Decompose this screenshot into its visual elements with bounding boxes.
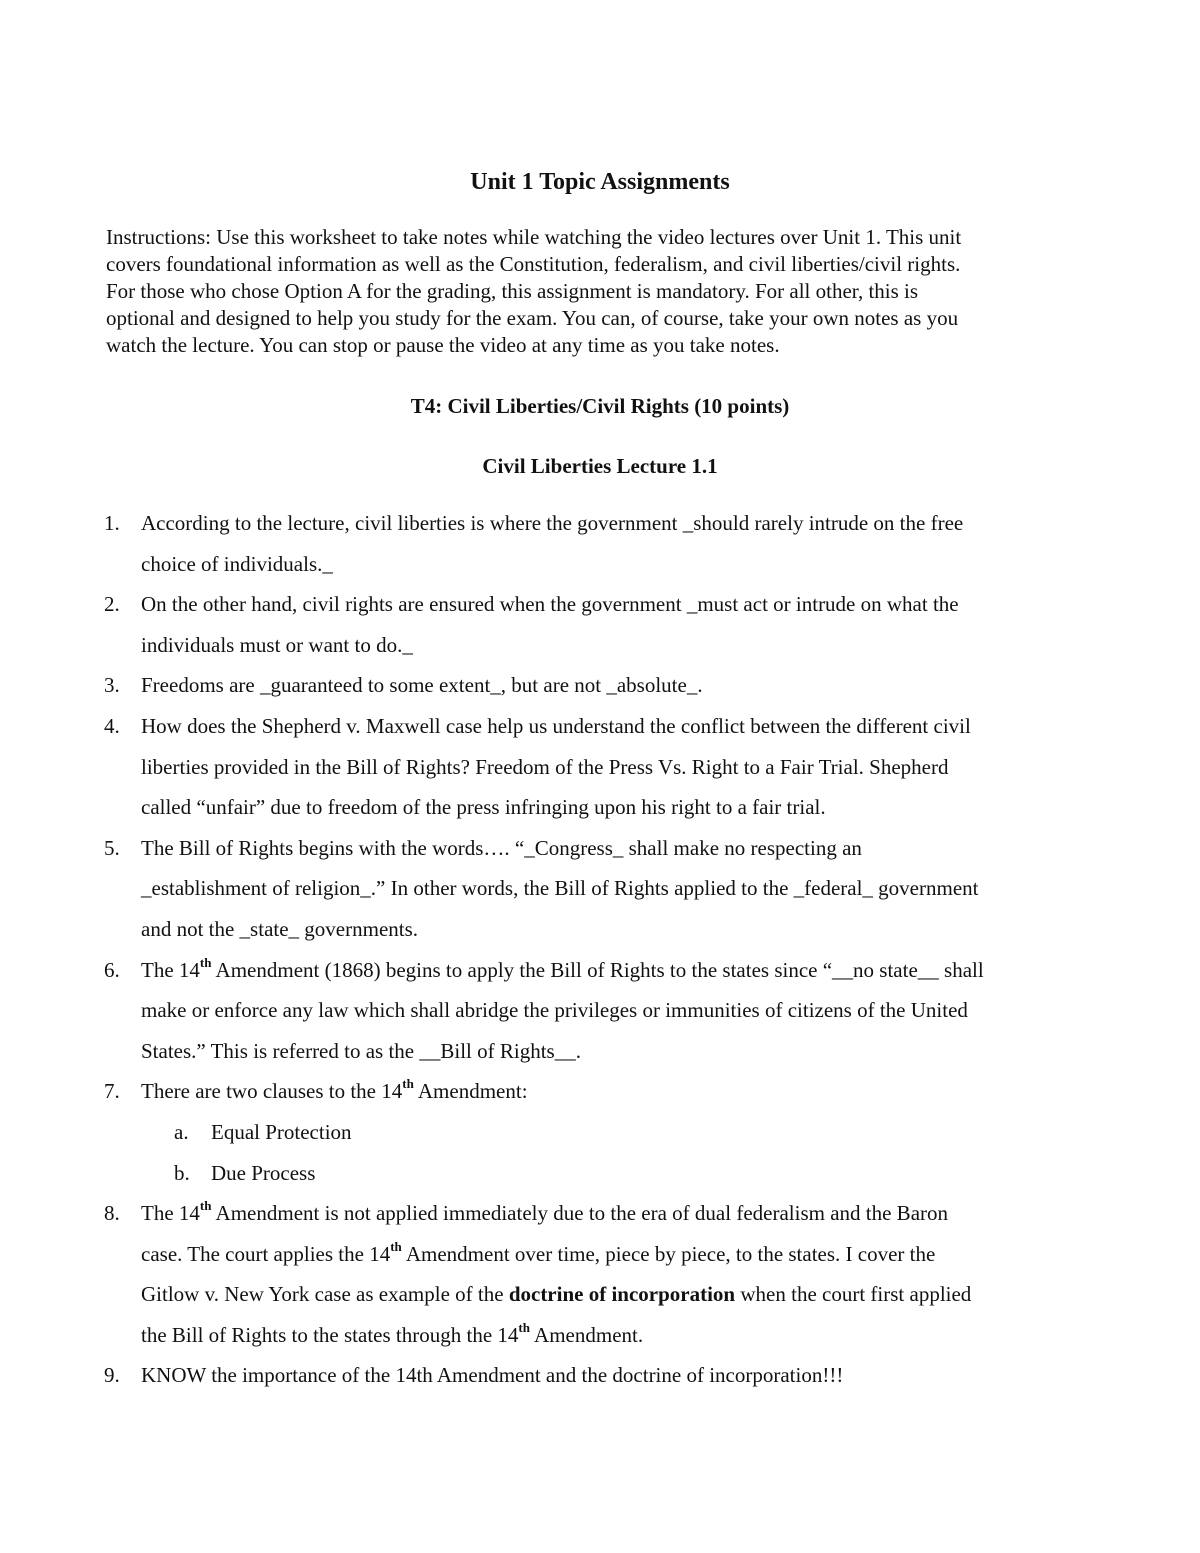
bold-term: doctrine of incorporation [508,1282,736,1307]
instructions-line: For those who chose Option A for the grading, this assignment is mandatory. For all other, this is [106,279,919,303]
line-part: Amendment: [413,1079,528,1104]
line-part: There are two clauses to the 14 [141,1079,403,1104]
question-text [141,665,1091,706]
line-part: The 14 [141,1201,200,1226]
question-line: The Bill of Rights begins with the words…. “_Congress_ shall make no respecting an [141,835,862,860]
question-line: On the other hand, civil rights are ensured when the government _must act or intrude on what the [141,592,959,617]
instructions-line: optional and designed to help you study for the exam. You can, of course, take your own notes as you [106,306,959,330]
line-part: The 14 [141,957,200,982]
page-title: Unit 1 Topic Assignments [470,169,730,195]
line-part: Amendment is not applied immediately due to the era of dual federalism and the Baron [211,1201,949,1226]
question-line: and not the _state_ governments. [141,916,419,941]
question-text [141,1355,1091,1396]
question-line [141,1234,1091,1275]
question-line [141,1193,1091,1234]
line-part: Amendment. [529,1322,644,1347]
line-part: Amendment over time, piece by piece, to the states. I cover the [401,1241,936,1266]
question-line: How does the Shepherd v. Maxwell case help us understand the conflict between the different civil [141,713,971,738]
section-heading: T4: Civil Liberties/Civil Rights (10 points) [410,394,790,418]
ordinal-superscript: th [390,1238,402,1254]
question-item-4 [0,706,1200,828]
question-number: 6. [104,957,120,982]
question-item-2 [0,584,1200,665]
question-line: liberties provided in the Bill of Rights? Freedom of the Press Vs. Right to a Fair Trial. Shepherd [141,754,949,779]
lecture-heading: Civil Liberties Lecture 1.1 [482,454,718,478]
question-line: States.” This is referred to as the __Bill of Rights__. [141,1038,581,1063]
question-line: According to the lecture, civil liberties is where the government _should rarely intrude on the free [141,511,964,535]
question-item-8 [0,1193,1200,1355]
question-text [141,584,1091,665]
question-line: make or enforce any law which shall abridge the privileges or immunities of citizens of the United [141,998,968,1023]
line-part: Amendment (1868) begins to apply the Bill of Rights to the states since “__no state__ shall [211,957,984,982]
question-number: 4. [104,713,120,738]
sub-item-letter: b. [174,1160,190,1185]
question-item-3 [0,665,1200,706]
question-text [141,828,1091,950]
question-item-5 [0,828,1200,950]
question-list [0,503,1200,1396]
question-item-6 [0,950,1200,1072]
line-part: the Bill of Rights to the states through the 14 [141,1322,519,1347]
instructions-paragraph [106,224,1096,359]
question-text [141,706,1091,828]
ordinal-superscript: th [518,1319,530,1335]
question-line: _establishment of religion_.” In other words, the Bill of Rights applied to the _federal_ government [141,876,979,901]
question-item-9 [0,1355,1200,1396]
question-line: Freedoms are _guaranteed to some extent_, but are not _absolute_. [141,673,703,698]
question-number: 9. [104,1363,120,1388]
question-number: 7. [104,1079,120,1104]
sub-item-text: Equal Protection [211,1119,352,1144]
line-part: when the court first applied [735,1282,972,1307]
question-line [141,1274,1091,1315]
ordinal-superscript: th [402,1076,414,1092]
sub-item-letter: a. [174,1119,189,1144]
question-text [141,1193,1091,1355]
question-number: 1. [104,511,120,535]
instructions-line: Instructions: Use this worksheet to take notes while watching the video lectures over Unit 1. This unit [106,225,962,249]
question-text [141,503,1091,584]
sub-item-b [0,1153,1200,1194]
question-number: 5. [104,835,120,860]
question-text [141,950,1091,1072]
sub-item-text: Due Process [211,1160,316,1185]
line-part: Gitlow v. New York case as example of the [141,1282,509,1307]
question-line: individuals must or want to do._ [141,632,413,657]
question-number: 3. [104,673,120,698]
question-item-7 [0,1071,1200,1112]
instructions-line: watch the lecture. You can stop or pause the video at any time as you take notes. [106,333,780,357]
question-line: called “unfair” due to freedom of the press infringing upon his right to a fair trial. [141,795,826,820]
question-line: choice of individuals._ [141,551,333,576]
question-line: KNOW the importance of the 14th Amendment and the doctrine of incorporation!!! [141,1363,844,1388]
question-line [141,1315,1091,1356]
ordinal-superscript: th [199,954,212,970]
ordinal-superscript: th [199,1198,212,1214]
question-number: 8. [104,1201,120,1226]
question-line [141,950,1091,991]
sub-item-a [0,1112,1200,1153]
question-number: 2. [104,592,120,617]
question-item-1 [0,503,1200,584]
instructions-line: covers foundational information as well as the Constitution, federalism, and civil liberties/civil rights. [106,252,961,276]
question-text [141,1071,1091,1112]
line-part: case. The court applies the 14 [141,1241,391,1266]
question-line [141,1071,1091,1112]
